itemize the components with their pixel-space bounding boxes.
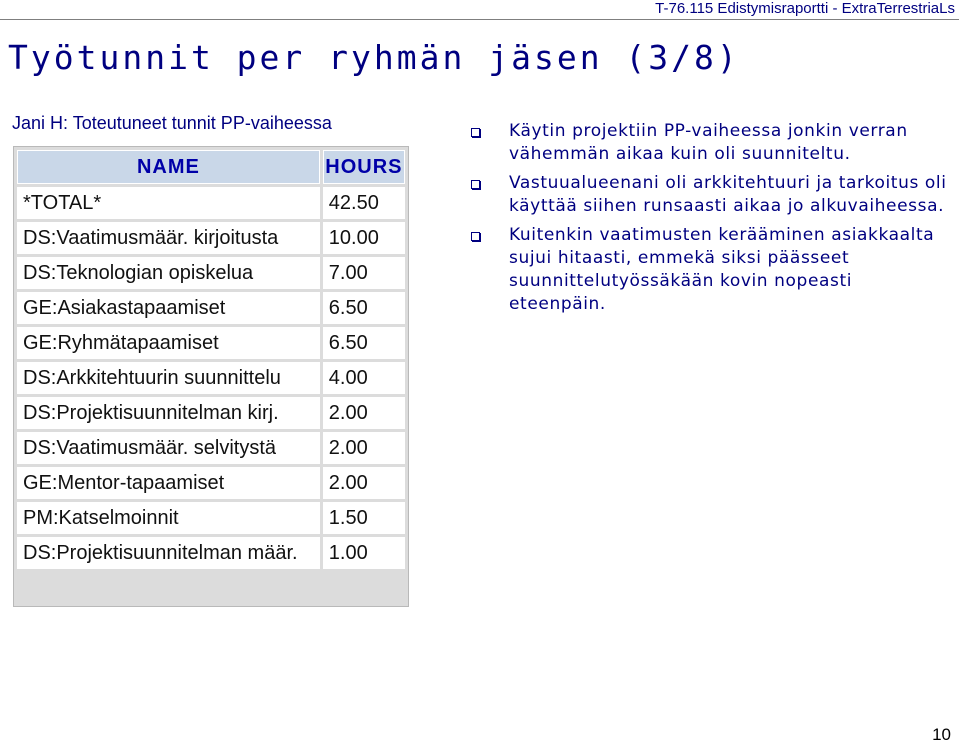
row-name: DS:Teknologian opiskelua xyxy=(17,257,320,289)
row-hours: 7.00 xyxy=(323,257,405,289)
row-hours: 6.50 xyxy=(323,292,405,324)
row-name: DS:Projektisuunnitelman määr. xyxy=(17,537,320,569)
row-hours: 1.00 xyxy=(323,537,405,569)
header-text: T-76.115 Edistymisraportti - ExtraTerrestriaLs xyxy=(655,0,955,17)
bullet-item xyxy=(471,120,951,166)
row-name: GE:Ryhmätapaamiset xyxy=(17,327,320,359)
hours-column-header: HOURS xyxy=(323,150,405,184)
table-row xyxy=(17,502,405,534)
table-row xyxy=(17,327,405,359)
bullet-item xyxy=(471,224,951,316)
bullet-text: Kuitenkin vaatimusten kerääminen asiakkaalta sujui hitaasti, emmekä siksi päässeet suunnittelutyössäkään kovin nopeasti eteenpäin. xyxy=(509,225,935,314)
table-row xyxy=(17,257,405,289)
hours-table-grid xyxy=(14,147,408,572)
table-row xyxy=(17,187,405,219)
table-row xyxy=(17,467,405,499)
table-row xyxy=(17,537,405,569)
slide-subtitle: Jani H: Toteutuneet tunnit PP-vaiheessa xyxy=(12,113,332,133)
table-row xyxy=(17,222,405,254)
bullet-list xyxy=(471,120,951,322)
row-hours: 6.50 xyxy=(323,327,405,359)
bullet-text: Käytin projektiin PP-vaiheessa jonkin verran vähemmän aikaa kuin oli suunniteltu. xyxy=(509,121,908,164)
row-hours: 42.50 xyxy=(323,187,405,219)
row-name: DS:Arkkitehtuurin suunnittelu xyxy=(17,362,320,394)
name-column-header: NAME xyxy=(17,150,320,184)
hours-table xyxy=(13,146,409,607)
table-row xyxy=(17,397,405,429)
header-bar xyxy=(0,0,959,20)
table-header-row xyxy=(17,150,405,184)
row-hours: 2.00 xyxy=(323,467,405,499)
square-bullet-icon xyxy=(471,180,480,189)
table-row xyxy=(17,432,405,464)
table-row xyxy=(17,292,405,324)
square-bullet-icon xyxy=(471,128,480,137)
page-number: 10 xyxy=(932,725,951,744)
row-hours: 10.00 xyxy=(323,222,405,254)
bullet-text: Vastuualueenani oli arkkitehtuuri ja tarkoitus oli käyttää siihen runsaasti aikaa jo alkuvaiheessa. xyxy=(509,173,947,216)
table-row xyxy=(17,362,405,394)
row-name: DS:Vaatimusmäär. kirjoitusta xyxy=(17,222,320,254)
row-name: GE:Mentor-tapaamiset xyxy=(17,467,320,499)
row-name: *TOTAL* xyxy=(17,187,320,219)
row-name: PM:Katselmoinnit xyxy=(17,502,320,534)
square-bullet-icon xyxy=(471,232,480,241)
row-hours: 2.00 xyxy=(323,397,405,429)
row-hours: 1.50 xyxy=(323,502,405,534)
row-name: DS:Projektisuunnitelman kirj. xyxy=(17,397,320,429)
bullet-item xyxy=(471,172,951,218)
row-hours: 4.00 xyxy=(323,362,405,394)
slide-title: Työtunnit per ryhmän jäsen (3/8) xyxy=(8,38,740,77)
row-name: DS:Vaatimusmäär. selvitystä xyxy=(17,432,320,464)
row-hours: 2.00 xyxy=(323,432,405,464)
row-name: GE:Asiakastapaamiset xyxy=(17,292,320,324)
